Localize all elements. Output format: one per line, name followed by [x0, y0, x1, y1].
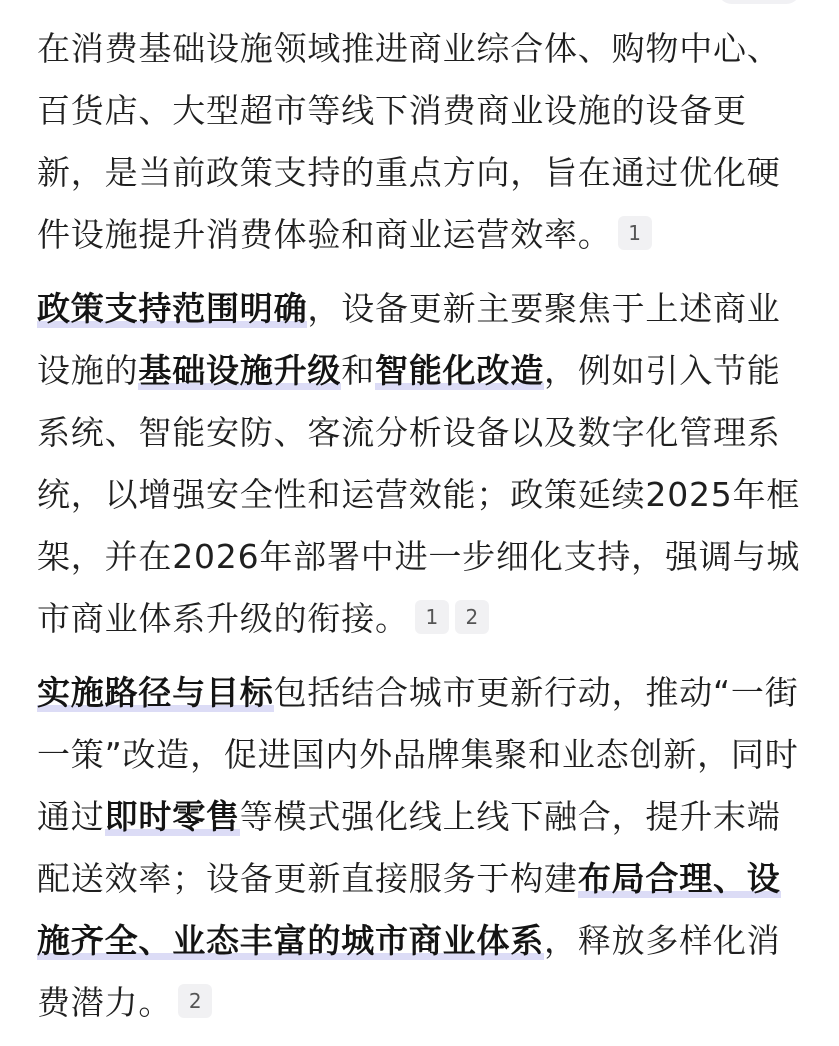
highlight-policy-scope: 政策支持范围明确 — [37, 289, 308, 328]
paragraph-implementation — [37, 662, 812, 1034]
paragraph-policy-scope — [37, 278, 812, 650]
highlight-commercial-system: 布局合理、设施齐全、业态丰富的城市商业体系 — [37, 859, 781, 960]
citation-badge-2[interactable]: 2 — [455, 600, 489, 634]
paragraph-text: 等模式强化线上线下融合，提升末端配送效率；设备更新直接服务于构建 — [37, 797, 781, 898]
highlight-smart-transformation: 智能化改造 — [375, 351, 545, 390]
top-action-pill[interactable] — [717, 0, 801, 4]
highlight-implementation-path: 实施路径与目标 — [37, 673, 274, 712]
highlight-infrastructure-upgrade: 基础设施升级 — [138, 351, 342, 390]
citation-badge-1[interactable]: 1 — [415, 600, 449, 634]
paragraph-text: 和 — [341, 351, 376, 390]
paragraph-text: 包括结合城市更新行动，推动“一街一策”改造，促进国内外品牌集聚和业态创新，同时通过 — [37, 673, 799, 836]
paragraph-text: ，例如引入节能系统、智能安防、客流分析设备以及数字化管理系统，以增强安全性和运营效能；政策延续2025年框架，并在2026年部署中进一步细化支持，强调与城市商业体系升级的衔接。 — [37, 351, 801, 638]
answer-content — [37, 18, 812, 1046]
paragraph-text: ，设备更新主要聚焦于上述商业设施的 — [37, 289, 781, 390]
paragraph-text: ，释放多样化消费潜力。 — [37, 921, 781, 1022]
citation-badge-2[interactable]: 2 — [178, 984, 212, 1018]
highlight-instant-retail: 即时零售 — [104, 797, 240, 836]
citation-badge-1[interactable]: 1 — [618, 216, 652, 250]
paragraph-text: 在消费基础设施领域推进商业综合体、购物中心、百货店、大型超市等线下消费商业设施的设备更新，是当前政策支持的重点方向，旨在通过优化硬件设施提升消费体验和商业运营效率。 — [37, 29, 781, 254]
paragraph-intro — [37, 18, 812, 266]
